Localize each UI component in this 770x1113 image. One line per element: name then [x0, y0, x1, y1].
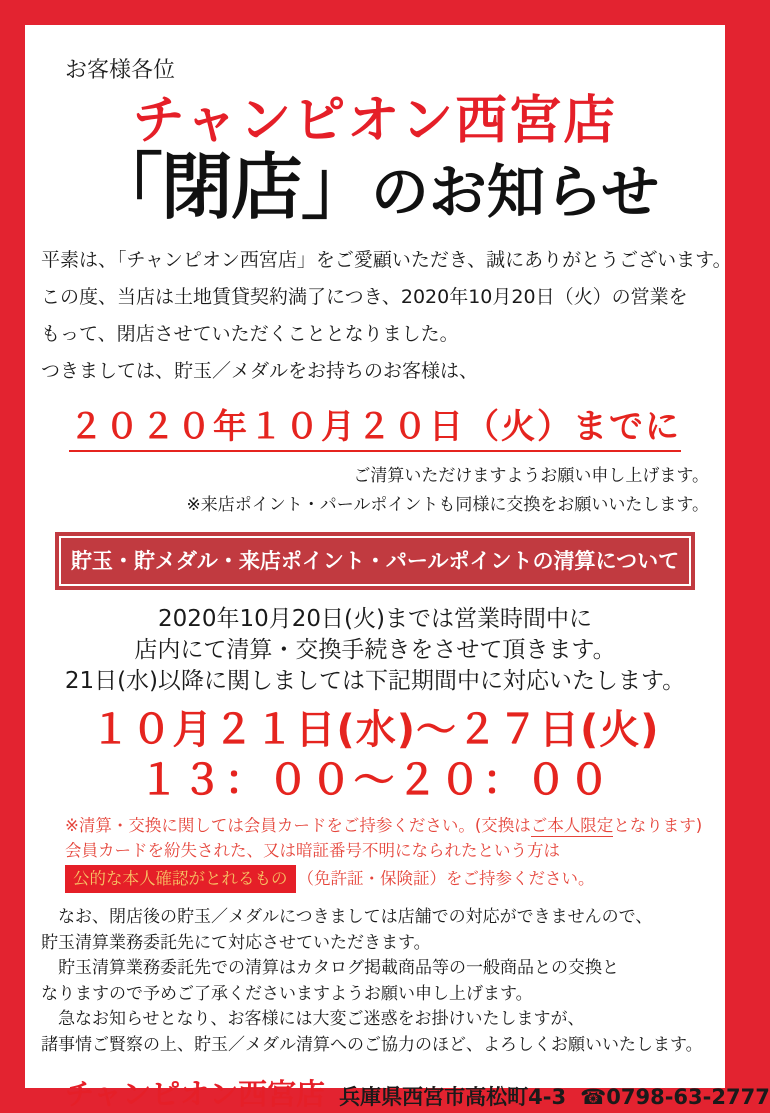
deadline-date: ２０２０年１０月２０日（火）までに [25, 399, 725, 448]
settlement-period [25, 705, 725, 805]
intro-line: つきましては、貯玉／メダルをお持ちのお客様は、 [41, 360, 479, 383]
closing-line: 急なお知らせとなり、お客様には大変ご迷惑をお掛けいたしますが、 [41, 1009, 585, 1030]
closure-title [25, 144, 725, 229]
intro-line: 平素は、「チャンピオン西宮店」をご愛顧いただき、誠にありがとうございます。 [41, 249, 732, 272]
warning-highlight-chip: 公的な本人確認がとれるもの [65, 865, 296, 893]
store-name-title: チャンピオン西宮店 [132, 91, 618, 151]
settlement-banner-label: 貯玉・貯メダル・来店ポイント・パールポイントの清算について [59, 536, 691, 586]
closing-line: 貯玉清算業務委託先にて対応させていただきます。 [41, 932, 431, 953]
closing-line: なりますので予めご了承くださいますようお願い申し上げます。 [41, 983, 533, 1004]
settlement-banner [55, 532, 695, 590]
warning-line-3: 公的な本人確認がとれるもの （免許証・保険証）をご持参ください。 [65, 863, 725, 893]
intro-paragraph [25, 242, 732, 390]
closing-paragraph [25, 905, 725, 1058]
deadline-notes [25, 462, 725, 520]
intro-line: この度、当店は土地賃貸契約満了につき、2020年10月20日（火）の営業を [41, 286, 688, 309]
procedure-line: 店内にて清算・交換手続きをさせて頂きます。 [134, 637, 616, 664]
closing-line: なお、閉店後の貯玉／メダルにつきましては店舗での対応ができませんので、 [41, 907, 653, 928]
warning-notes [25, 813, 725, 893]
salutation: お客様各位 [65, 58, 176, 83]
deadline-note: ご清算いただけますようお願い申し上げます。 [353, 466, 709, 487]
procedure-paragraph [25, 604, 725, 697]
footer-phone: ☎0798-63-2777 [580, 1085, 770, 1110]
intro-line: もって、閉店させていただくこととなりました。 [41, 323, 459, 346]
warning-line-2: 会員カードを紛失された、又は暗証番号不明になられたという方は [65, 841, 560, 861]
procedure-line: 2020年10月20日(火)までは営業時間中に [157, 606, 592, 633]
closure-title-quoted: 「閉店」 [90, 144, 371, 229]
settlement-period-dates: １０月２１日(水)～２７日(火) [90, 707, 660, 754]
footer [25, 1072, 770, 1113]
deadline-note: ※来店ポイント・パールポイントも同様に交換をお願いいたします。 [186, 495, 709, 516]
footer-address: 兵庫県西宮市高松町4-3 [339, 1085, 567, 1110]
warning-underlined-text: ご本人限定 [530, 816, 614, 836]
closing-line: 諸事情ご賢察の上、貯玉／メダル清算へのご協力のほど、よろしくお願いいたします。 [41, 1034, 703, 1055]
warning-line-1: ※清算・交換に関しては会員カードをご持参ください。(交換はご本人限定となります) [65, 816, 703, 836]
closing-line: 貯玉清算業務委託先での清算はカタログ掲載商品等の一般商品との交換と [41, 958, 619, 979]
procedure-line: 21日(水)以降に関しましては下記期間中に対応いたします。 [64, 668, 686, 695]
closure-title-rest: のお知らせ [370, 157, 660, 226]
footer-store-name: チャンピオン西宮店 [65, 1077, 326, 1112]
settlement-period-hours: １３：００～２０：００ [138, 756, 612, 805]
notice-body [25, 25, 770, 1112]
